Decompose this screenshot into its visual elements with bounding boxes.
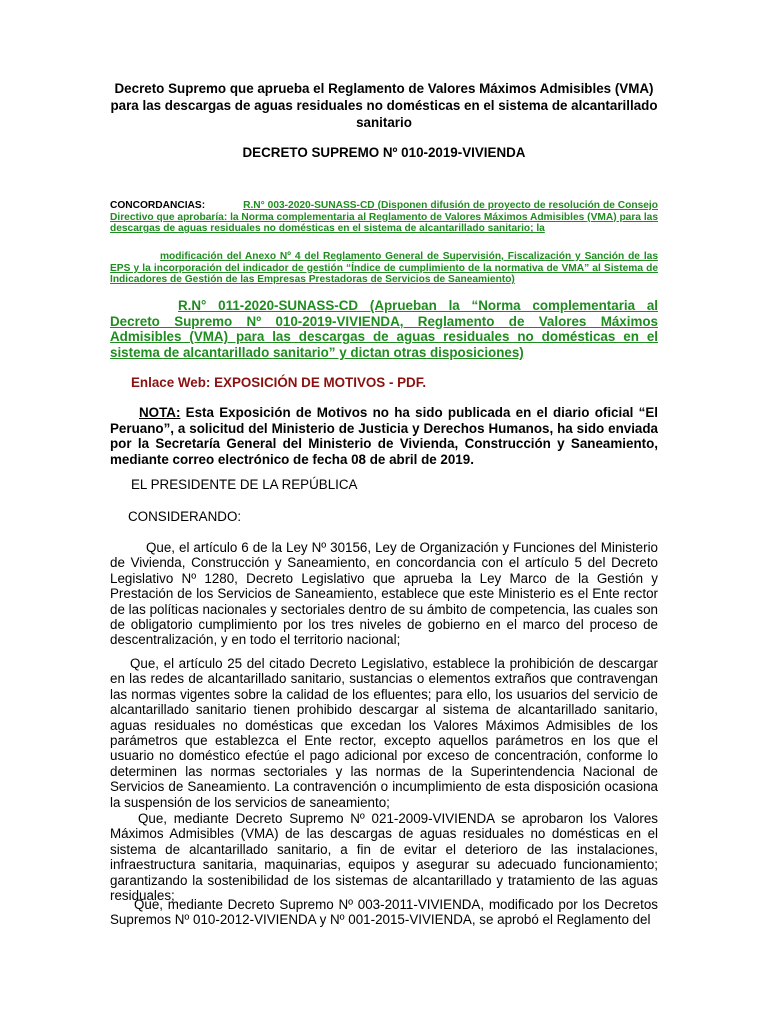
concordancias-label: CONCORDANCIAS:	[110, 200, 206, 211]
decree-number: DECRETO SUPREMO Nº 010-2019-VIVIENDA	[242, 145, 526, 160]
concordancia-modificacion	[110, 251, 658, 286]
enlace-web-link[interactable]: Enlace Web: EXPOSICIÓN DE MOTIVOS - PDF.	[131, 375, 427, 390]
considerando-paragraph: Que, mediante Decreto Supremo Nº 003-2011-VIVIENDA, modificado por los Decretos Supremos Nº 010-2012-VIVIENDA y Nº 001-2015-VIVIENDA, se aprobó el Reglamento del	[110, 897, 658, 928]
considerando-heading: CONSIDERANDO:	[128, 509, 242, 524]
concordancia-link-3[interactable]: R.N° 011-2020-SUNASS-CD (Aprueban la “Norma complementaria al Decreto Supremo Nº 010-2019-VIVIENDA, Reglamento de Valores Máximos Admisibles (VMA) para las descargas de aguas residuales no domésticas en el sistema de alcantarillado sanitario” y dictan otras disposiciones)	[110, 298, 658, 360]
considerando-paragraph: Que, el artículo 6 de la Ley Nº 30156, Ley de Organización y Funciones del Ministerio de Vivienda, Construcción y Saneamiento, en concordancia con el artículo 5 del Decreto Legislativo Nº 1280, Decreto Legislativo que aprueba la Ley Marco de la Gestión y Prestación de los Servicios de Saneamiento, establece que este Ministerio es el Ente rector de las políticas nacionales y sectoriales dentro de su ámbito de competencia, las cuales son de obligatorio cumplimiento por los tres niveles de gobierno en el marco del proceso de descentralización, y en todo el territorio nacional;	[110, 540, 658, 648]
concordancia-link-1[interactable]: R.N° 003-2020-SUNASS-CD (Disponen difusión de proyecto de resolución de Consejo Directivo que aprobaría: la Norma complementaria al Reglamento de Valores Máximos Admisibles (VMA) para las descargas de aguas residuales no domésticas en el sistema de alcantarillado sanitario; la	[110, 200, 658, 235]
title-line: sanitario	[356, 115, 412, 130]
considerando-paragraph: Que, mediante Decreto Supremo Nº 021-2009-VIVIENDA se aprobaron los Valores Máximos Admisibles (VMA) de las descargas de aguas residuales no domésticas en el sistema de alcantarillado sanitario, a fin de evitar el deterioro de las instalaciones, infraestructura sanitaria, maquinarias, equipos y asegurar su adecuado funcionamiento; garantizando la sostenibilidad de los sistemas de alcantarillado y tratamiento de las aguas residuales;	[110, 811, 658, 904]
document-title	[110, 80, 658, 131]
concordancia-link-2[interactable]: modificación del Anexo Nº 4 del Reglamento General de Supervisión, Fiscalización y Sanción de las EPS y la incorporación del indicador de gestión “Índice de cumplimiento de la normativa de VMA” al Sistema de Indicadores de Gestión de las Empresas Prestadoras de Servicios de Saneamiento)	[110, 251, 658, 286]
nota-paragraph	[110, 405, 658, 467]
concordancia-rn-block	[110, 298, 658, 360]
considerando-paragraph: Que, el artículo 25 del citado Decreto Legislativo, establece la prohibición de descargar en las redes de alcantarillado sanitario, sustancias o elementos extraños que contravengan las normas vigentes sobre la calidad de los efluentes; para ello, los usuarios del servicio de alcantarillado sanitario tienen prohibido descargar al sistema de alcantarillado sanitario, aguas residuales no domésticas que excedan los Valores Máximos Admisibles de los parámetros que establezca el Ente rector, excepto aquellos parámetros en los que el usuario no doméstico efectúe el pago adicional por exceso de concentración, conforme lo determinen las normas sectoriales y las normas de la Superintendencia Nacional de Servicios de Saneamiento. La contravención o incumplimiento de esta disposición ocasiona la suspensión de los servicios de saneamiento;	[110, 656, 658, 810]
nota-text: Esta Exposición de Motivos no ha sido publicada en el diario oficial “El Peruano”, a solicitud del Ministerio de Justicia y Derechos Humanos, ha sido enviada por la Secretaría General del Ministerio de Vivienda, Construcción y Saneamiento, mediante correo electrónico de fecha 08 de abril de 2019.	[110, 405, 658, 467]
nota-label: NOTA:	[139, 405, 181, 420]
presidente-heading: EL PRESIDENTE DE LA REPÚBLICA	[131, 477, 358, 492]
title-line: Decreto Supremo que aprueba el Reglamento de Valores Máximos Admisibles (VMA)	[114, 81, 654, 96]
concordancias-block	[110, 200, 658, 235]
title-line: para las descargas de aguas residuales no domésticas en el sistema de alcantarillado	[110, 98, 658, 113]
